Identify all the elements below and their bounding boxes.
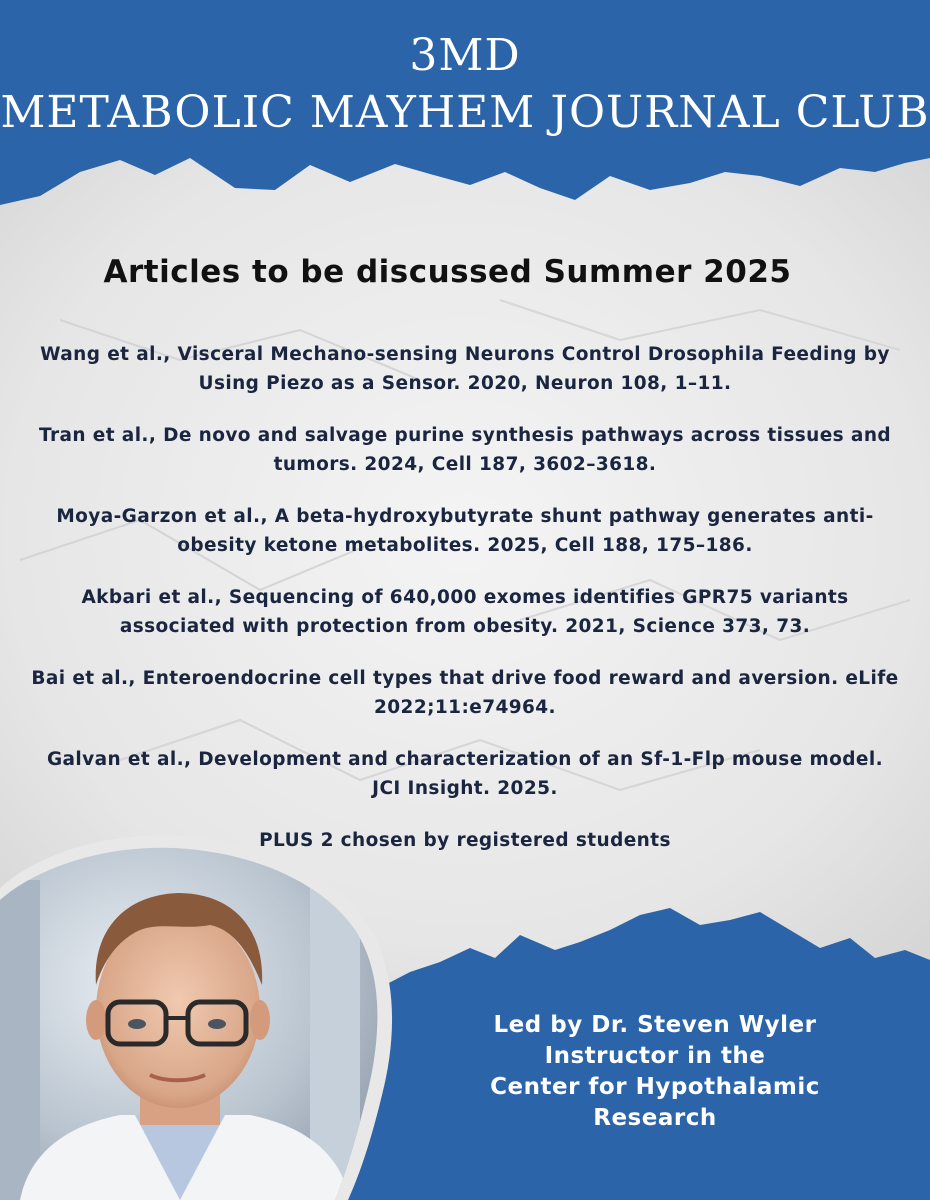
leader-name: Led by Dr. Steven Wyler [493,1012,817,1038]
article-item [20,583,910,641]
article-line: Tran et al., De novo and salvage purine synthesis pathways across tissues and [38,425,892,446]
article-line: associated with protection from obesity. 2021, Science 373, 73. [119,616,811,637]
leader-info [395,1010,915,1134]
article-line: Wang et al., Visceral Mechano-sensing Neurons Control Drosophila Feeding by [40,344,890,365]
leader-center: Center for Hypothalamic [490,1074,820,1100]
article-line: JCI Insight. 2025. [372,778,558,799]
leader-center-cont: Research [593,1105,717,1131]
article-list [20,340,910,826]
article-line: Moya-Garzon et al., A beta-hydroxybutyrate shunt pathway generates anti- [56,506,874,527]
title-line-1: 3MD [409,30,521,81]
title-line-2: METABOLIC MAYHEM JOURNAL CLUB [0,87,930,138]
article-item [20,340,910,398]
leader-title: Instructor in the [544,1043,766,1069]
extra-articles-note: PLUS 2 chosen by registered students [259,830,671,851]
article-line: Galvan et al., Development and characterization of an Sf-1-Flp mouse model. [46,749,884,770]
article-line: 2022;11:e74964. [374,697,556,718]
articles-heading: Articles to be discussed Summer 2025 [103,254,792,290]
article-line: obesity ketone metabolites. 2025, Cell 188, 175–186. [177,535,753,556]
article-item [20,421,910,479]
article-item [20,745,910,803]
article-line: Using Piezo as a Sensor. 2020, Neuron 108, 1–11. [198,373,732,394]
article-item [20,664,910,722]
article-line: tumors. 2024, Cell 187, 3602–3618. [273,454,657,475]
article-item [20,502,910,560]
journal-club-title [0,28,930,142]
article-line: Akbari et al., Sequencing of 640,000 exomes identifies GPR75 variants [81,587,849,608]
article-line: Bai et al., Enteroendocrine cell types that drive food reward and aversion. eLife [31,668,899,689]
